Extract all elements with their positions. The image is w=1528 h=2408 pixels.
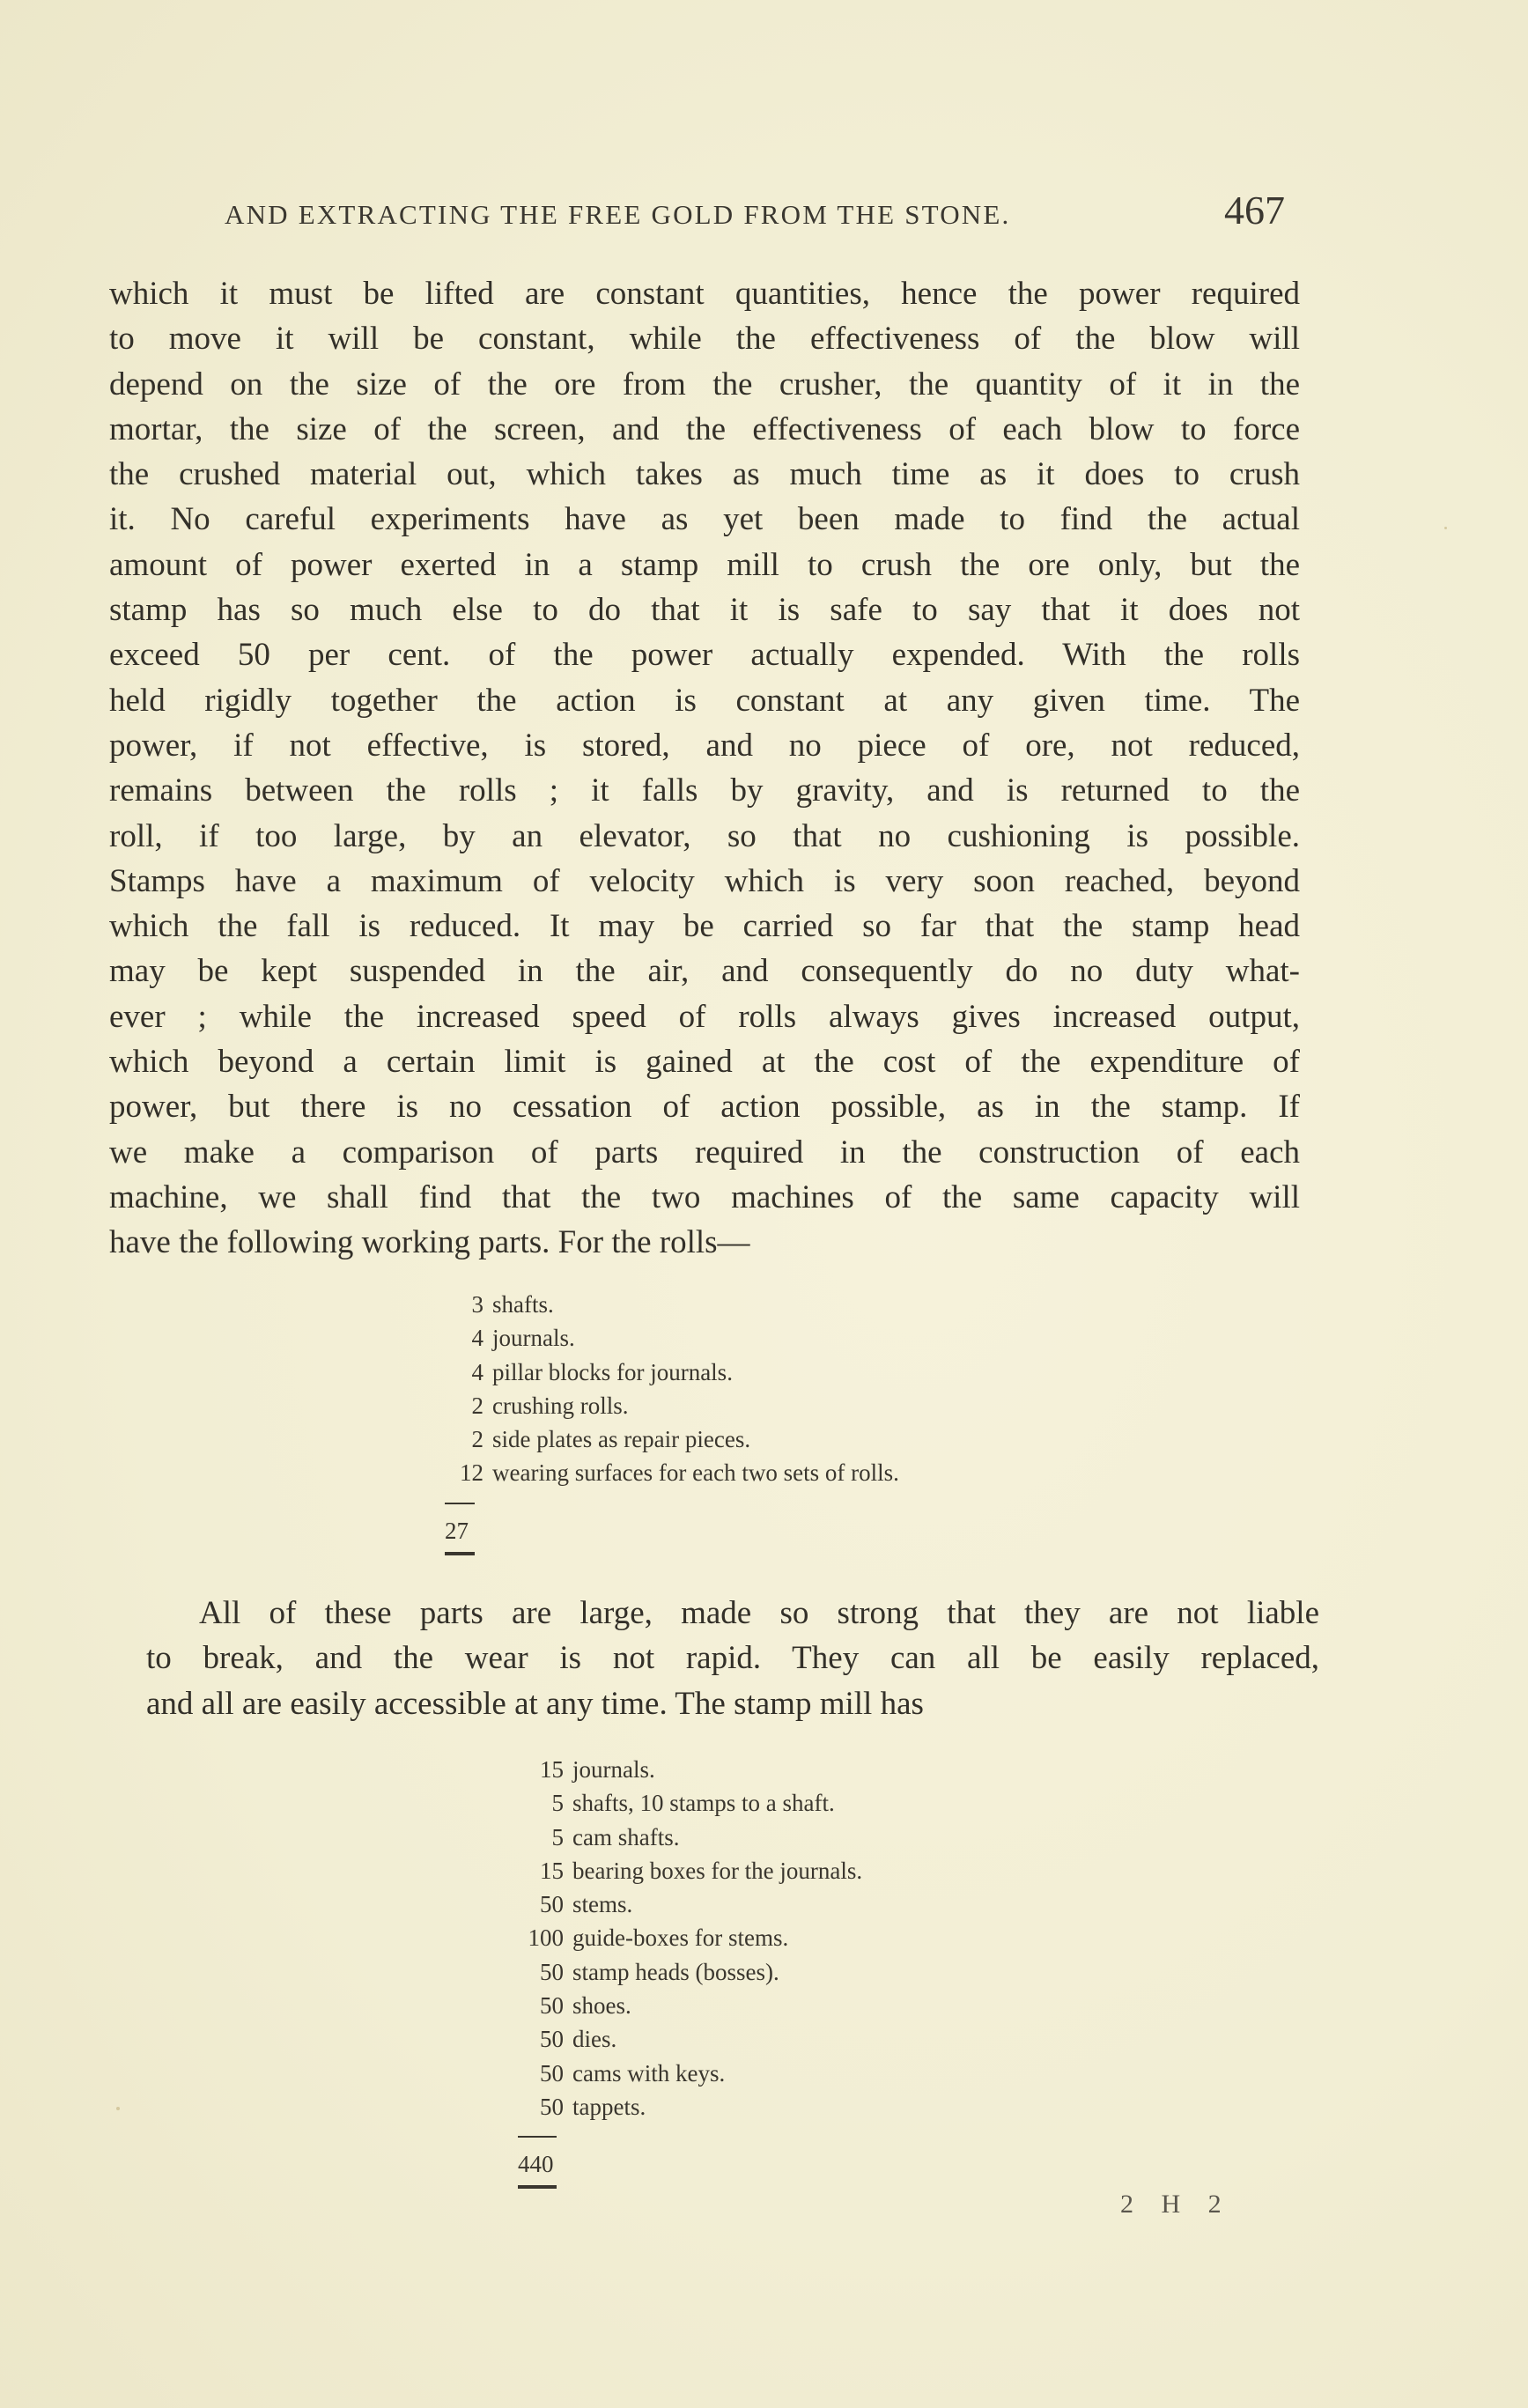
text-line: we make a comparison of parts required in the construction of each — [109, 1134, 1300, 1171]
item-quantity: 50 — [540, 1891, 564, 1918]
item-label: dies. — [572, 2026, 617, 2053]
rolls-parts-list — [445, 1288, 899, 1566]
running-title: AND EXTRACTING THE FREE GOLD FROM THE STONE. — [225, 199, 1011, 230]
list-item — [511, 1786, 862, 1820]
text-line: may be kept suspended in the air, and consequently do no duty what- — [109, 953, 1300, 990]
paper-speck — [116, 2107, 120, 2110]
item-quantity: 15 — [540, 1857, 564, 1884]
text-line: mortar, the size of the screen, and the effectiveness of each blow to force — [109, 410, 1300, 447]
text-line: Stamps have a maximum of velocity which is very soon reached, beyond — [109, 862, 1300, 899]
list-item — [445, 1456, 899, 1489]
text-line: roll, if too large, by an elevator, so that no cushioning is possible. — [109, 817, 1300, 854]
text-line: it. No careful experiments have as yet been made to find the actual — [109, 501, 1300, 538]
list-item — [445, 1288, 899, 1321]
sum-rule — [445, 1503, 475, 1504]
item-label: side plates as repair pieces. — [492, 1426, 751, 1453]
item-label: shoes. — [572, 1992, 631, 2020]
stamp-mill-parts-list — [511, 1753, 862, 2199]
list-item — [511, 1854, 862, 1887]
text-line: which beyond a certain limit is gained at the cost of the expenditure of — [109, 1044, 1300, 1081]
item-quantity: 5 — [551, 1823, 564, 1850]
item-label: stamp heads (bosses). — [572, 1958, 779, 1985]
item-quantity: 2 — [471, 1426, 483, 1453]
text-line: machine, we shall find that the two machines of the same capacity will — [109, 1178, 1300, 1215]
text-line: to move it will be constant, while the effectiveness of the blow will — [109, 321, 1300, 358]
list-item — [511, 2090, 862, 2124]
list-item — [511, 1989, 862, 2022]
text-line: All of these parts are large, made so strong that they are not liable — [199, 1595, 1319, 1631]
item-quantity: 50 — [540, 2059, 564, 2087]
item-quantity: 50 — [540, 2093, 564, 2120]
item-quantity: 4 — [471, 1325, 483, 1352]
text-line: the crushed material out, which takes as much time as it does to crush — [109, 456, 1300, 493]
item-quantity: 15 — [540, 1756, 564, 1783]
item-label: bearing boxes for the journals. — [572, 1857, 863, 1884]
list-total: 27 — [445, 1517, 469, 1544]
text-line: and all are easily accessible at any time. The stamp mill has — [146, 1685, 924, 1722]
paper-speck — [1444, 527, 1447, 529]
text-line: power, but there is no cessation of action possible, as in the stamp. If — [109, 1089, 1300, 1126]
list-item — [445, 1355, 899, 1389]
list-item — [511, 1821, 862, 1854]
paragraph-2 — [146, 1591, 1319, 1726]
text-line: stamp has so much else to do that it is safe to say that it does not — [109, 592, 1300, 629]
text-line: held rigidly together the action is constant at any given time. The — [109, 682, 1300, 719]
item-quantity: 5 — [551, 1790, 564, 1817]
item-label: stems. — [572, 1891, 633, 1918]
item-label: shafts. — [492, 1291, 554, 1318]
signature-mark: 2 H 2 — [1120, 2190, 1232, 2219]
text-line: which the fall is reduced. It may be carried so far that the stamp head — [109, 908, 1300, 945]
page-number: 467 — [1224, 188, 1285, 233]
item-label: shafts, 10 stamps to a shaft. — [572, 1790, 835, 1817]
item-label: wearing surfaces for each two sets of rolls. — [492, 1459, 899, 1487]
item-label: crushing rolls. — [492, 1392, 629, 1419]
list-item — [511, 2057, 862, 2090]
item-quantity: 50 — [540, 1992, 564, 2020]
list-item — [445, 1321, 899, 1355]
item-label: journals. — [492, 1325, 575, 1352]
item-label: cams with keys. — [572, 2059, 726, 2087]
text-line: exceed 50 per cent. of the power actually expended. With the rolls — [109, 637, 1300, 674]
item-quantity: 4 — [471, 1358, 483, 1385]
text-line: amount of power exerted in a stamp mill to crush the ore only, but the — [109, 546, 1300, 583]
item-quantity: 100 — [528, 1924, 564, 1952]
paragraph-1 — [109, 271, 1300, 1266]
item-label: tappets. — [572, 2093, 646, 2120]
item-label: cam shafts. — [572, 1823, 680, 1850]
total-underline — [518, 2185, 557, 2189]
list-total: 440 — [518, 2151, 554, 2178]
running-head — [225, 188, 1317, 245]
list-item — [445, 1389, 899, 1422]
text-line: to break, and the wear is not rapid. They can all be easily replaced, — [146, 1640, 1319, 1677]
text-line: depend on the size of the ore from the crusher, the quantity of it in the — [109, 366, 1300, 403]
text-line: power, if not effective, is stored, and no piece of ore, not reduced, — [109, 727, 1300, 764]
item-label: guide-boxes for stems. — [572, 1924, 789, 1952]
text-line: ever ; while the increased speed of rolls always gives increased output, — [109, 998, 1300, 1035]
item-quantity: 50 — [540, 1958, 564, 1985]
item-quantity: 3 — [471, 1291, 483, 1318]
item-quantity: 12 — [460, 1459, 483, 1487]
list-item — [511, 1753, 862, 1786]
item-quantity: 50 — [540, 2026, 564, 2053]
text-line: remains between the rolls ; it falls by gravity, and is returned to the — [109, 772, 1300, 809]
list-item — [511, 2022, 862, 2056]
item-label: pillar blocks for journals. — [492, 1358, 733, 1385]
text-line: which it must be lifted are constant quantities, hence the power required — [109, 276, 1300, 312]
text-line: have the following working parts. For the rolls— — [109, 1224, 750, 1261]
list-item — [511, 1887, 862, 1921]
sum-rule — [518, 2136, 557, 2138]
total-underline — [445, 1552, 475, 1555]
list-item — [445, 1422, 899, 1456]
list-item — [511, 1921, 862, 1954]
item-quantity: 2 — [471, 1392, 483, 1419]
item-label: journals. — [572, 1756, 655, 1783]
list-item — [511, 1955, 862, 1989]
